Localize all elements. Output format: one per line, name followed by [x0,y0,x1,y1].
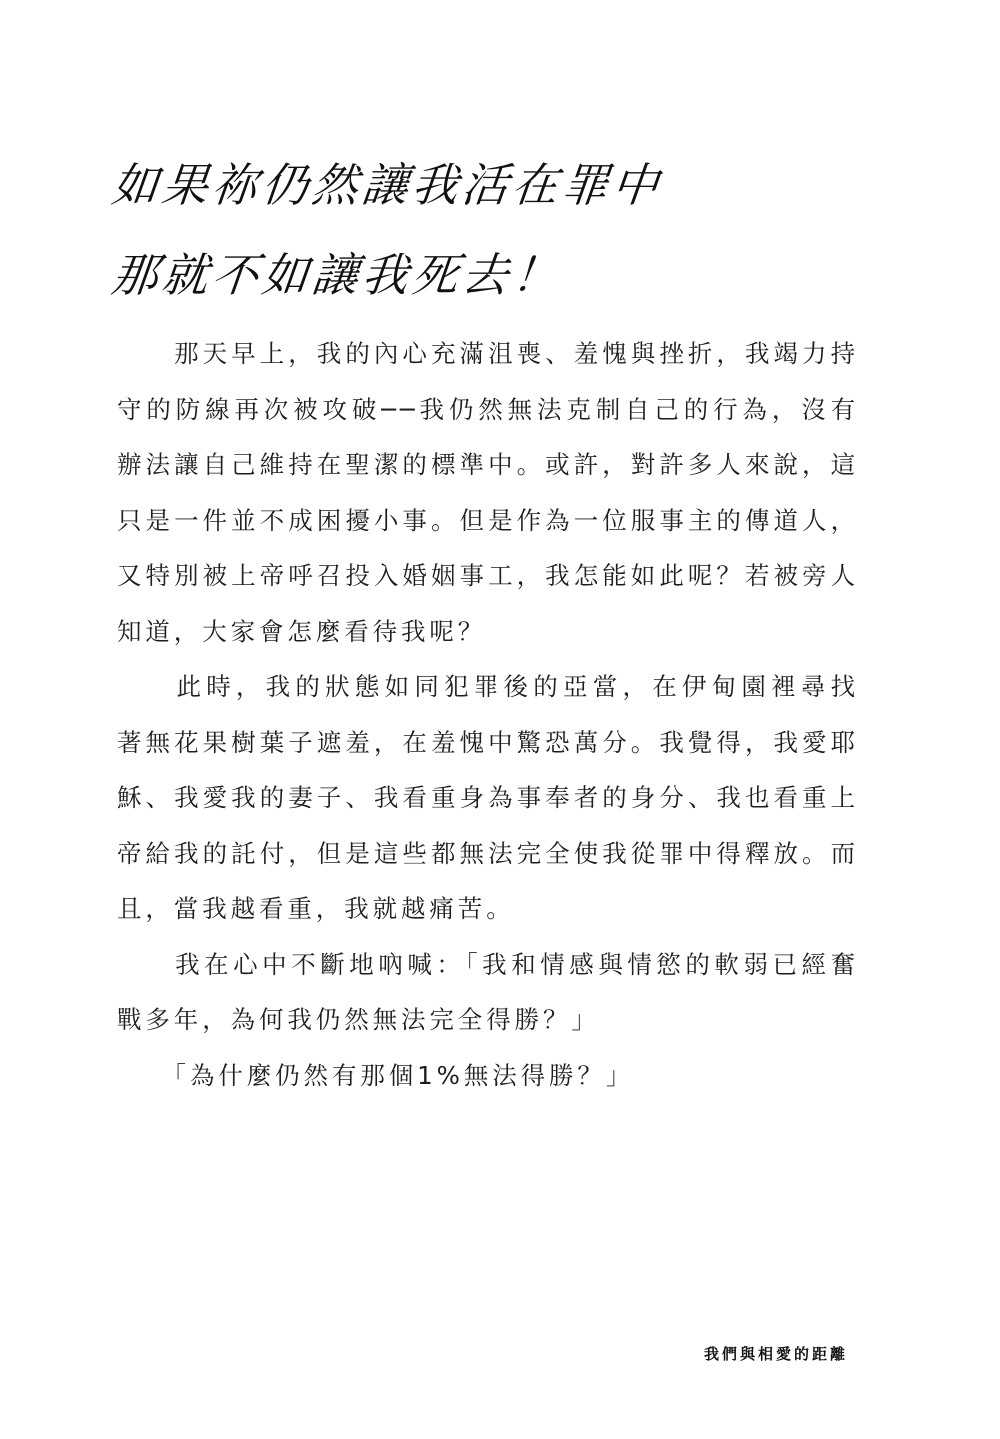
text-line: 又特別被上帝呼召投入婚姻事工，我怎能如此呢？若被旁人 [117,561,859,590]
text-line: 我在心中不斷地吶喊：「我和情感與情慾的軟弱已經奮 [117,949,859,979]
text-line: 只是一件並不成困擾小事。但是作為一位服事主的傳道人， [117,505,859,535]
paragraph-4 [117,1048,859,1104]
text-line: 此時，我的狀態如同犯罪後的亞當，在伊甸園裡尋找 [117,672,859,701]
paragraph-1 [117,326,859,659]
text-line: 且，當我越看重，我就越痛苦。 [117,894,515,923]
text-line: 穌、我愛我的妻子、我看重身為事奉者的身分、我也看重上 [117,783,859,812]
text-line: 辦法讓自己維持在聖潔的標準中。或許，對許多人來說，這 [117,450,859,479]
text-line: 「為什麼仍然有那個1%無法得勝？」 [117,1060,635,1090]
chapter-title-line-2: 那就不如讓我死去！ [109,248,565,302]
chapter-title [109,140,732,320]
body-text [117,326,859,1103]
text-line: 知道，大家會怎麼看待我呢？ [117,616,487,646]
text-line: 帝給我的託付，但是這些都無法完全使我從罪中得釋放。而 [117,838,859,868]
text-line: 戰多年，為何我仍然無法完全得勝？」 [117,1005,600,1034]
paragraph-3 [117,937,859,1048]
running-footer-book-title: 我們與相愛的距離 [703,1345,848,1363]
chapter-title-line-1: 如果祢仍然讓我活在罪中 [109,158,665,212]
text-line: 那天早上，我的內心充滿沮喪、羞愧與挫折，我竭力持 [117,339,859,368]
paragraph-2 [117,659,859,937]
text-line: 守的防線再次被攻破──我仍然無法克制自己的行為，沒有 [117,394,859,424]
text-line: 著無花果樹葉子遮羞，在羞愧中驚恐萬分。我覺得，我愛耶 [117,727,859,757]
